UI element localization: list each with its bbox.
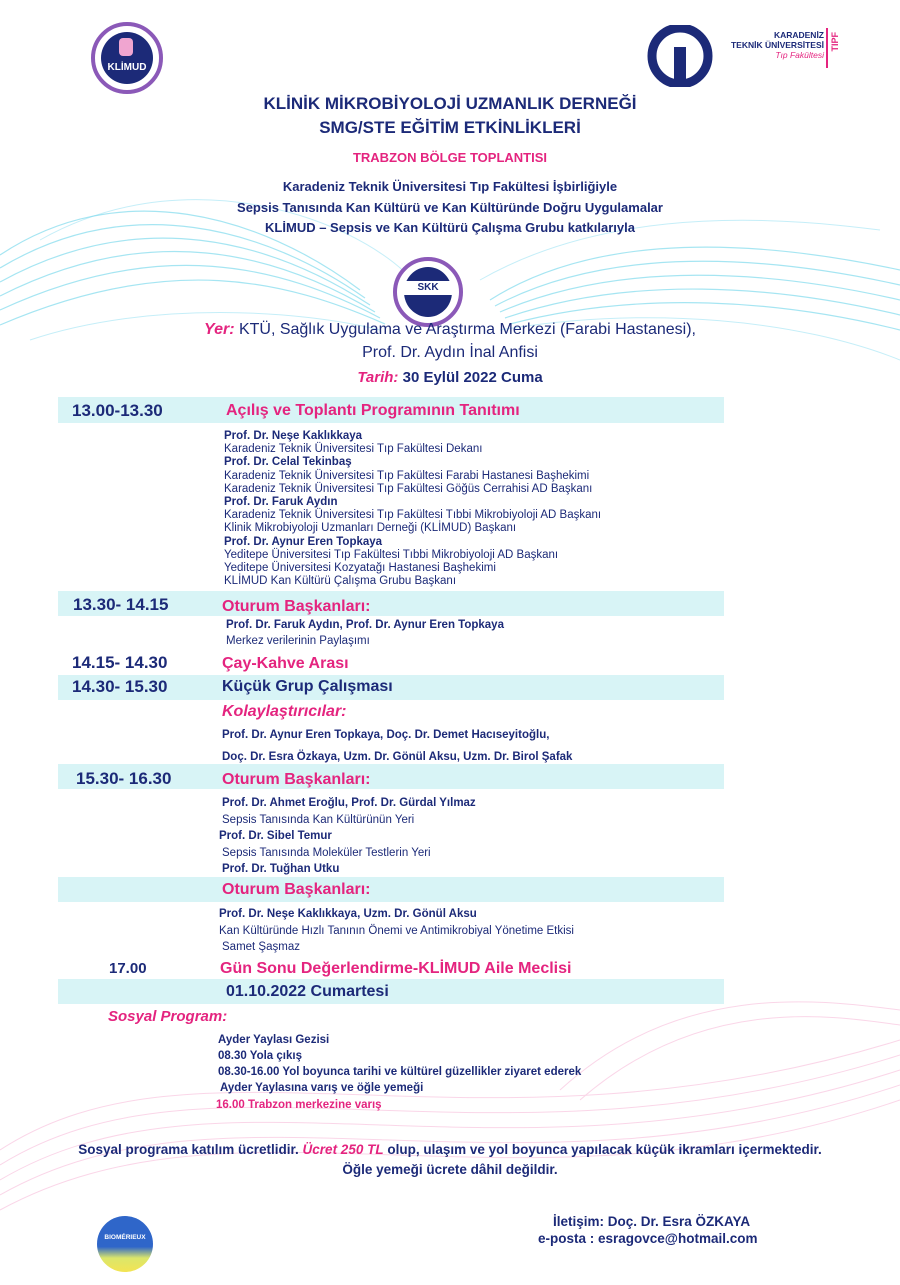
- session7-title: Gün Sonu Değerlendirme-KLİMUD Aile Meclisi: [220, 960, 572, 977]
- fee-line2: Öğle yemeği ücrete dâhil değildir.: [342, 1162, 558, 1177]
- session2-time: 13.30- 14.15: [73, 595, 169, 614]
- ktu-line2: TEKNİK ÜNİVERSİTESİ: [730, 40, 824, 50]
- microscope-icon: [119, 38, 133, 56]
- ktu-name: [724, 30, 824, 60]
- session3-title: Çay-Kahve Arası: [222, 655, 349, 672]
- speaker-name: Prof. Dr. Aynur Eren Topkaya: [224, 535, 383, 548]
- venue-text1: KTÜ, Sağlık Uygulama ve Araştırma Merkezi (Farabi Hastanesi),: [234, 321, 696, 338]
- fee-text-a: Sosyal programa katılım ücretlidir.: [78, 1142, 303, 1157]
- ktu-divider: [826, 28, 828, 68]
- fee-text-c: olup, ulaşım ve yol boyunca yapılacak küçük ikramları içermektedir.: [383, 1142, 822, 1157]
- fee-line1: [0, 1142, 900, 1157]
- date-label: Tarih:: [357, 369, 399, 386]
- biomerieux-logo-text: BIOMÉRIEUX: [104, 1234, 146, 1241]
- klimud-logo-text: KLİMUD: [107, 62, 147, 73]
- speaker-title: Yeditepe Üniversitesi Kozyatağı Hastanesi Başhekimi: [224, 562, 496, 574]
- session1-time: 13.00-13.30: [72, 401, 163, 420]
- session4-facilitators-label: Kolaylaştırıcılar:: [222, 703, 347, 720]
- title-line2: SMG/STE EĞİTİM ETKİNLİKLERİ: [319, 118, 581, 137]
- session2-topic: Merkez verilerinin Paylaşımı: [226, 635, 370, 647]
- session4-line2: Doç. Dr. Esra Özkaya, Uzm. Dr. Gönül Aksu, Uzm. Dr. Birol Şafak: [222, 751, 573, 763]
- session5-chairs: Prof. Dr. Ahmet Eroğlu, Prof. Dr. Gürdal Yılmaz: [222, 797, 476, 809]
- speaker-title: Karadeniz Teknik Üniversitesi Tıp Fakültesi Farabi Hastanesi Başhekimi: [224, 469, 590, 482]
- ktu-line3: Tıp Fakültesi: [775, 50, 824, 60]
- speaker-title: KLİMUD Kan Kültürü Çalışma Grubu Başkanı: [224, 575, 457, 588]
- social-line3: 08.30-16.00 Yol boyunca tarihi ve kültürel güzellikler ziyaret ederek: [218, 1066, 582, 1078]
- header-line2: Sepsis Tanısında Kan Kültürü ve Kan Kültüründe Doğru Uygulamalar: [237, 200, 663, 215]
- session6-chairs: Prof. Dr. Neşe Kaklıkkaya, Uzm. Dr. Gönül Aksu: [219, 908, 477, 920]
- email-label: e-posta :: [538, 1231, 599, 1246]
- session5-topic2: Sepsis Tanısında Moleküler Testlerin Yeri: [222, 847, 431, 859]
- session1-title: Açılış ve Toplantı Programının Tanıtımı: [226, 402, 520, 419]
- speaker-title: Klinik Mikrobiyoloji Uzmanları Derneği (KLİMUD) Başkanı: [224, 522, 517, 535]
- contact-line: [553, 1214, 750, 1229]
- contact-label: İletişim:: [553, 1214, 605, 1229]
- session4-title: Küçük Grup Çalışması: [222, 678, 393, 695]
- speaker-title: Karadeniz Teknik Üniversitesi Tıp Fakültesi Tıbbi Mikrobiyoloji AD Başkanı: [224, 509, 602, 522]
- speaker-title: Karadeniz Teknik Üniversitesi Tıp Fakültesi Dekanı: [224, 443, 483, 456]
- skk-logo-text: SKK: [401, 281, 455, 295]
- session-band: [58, 877, 724, 902]
- session4-time: 14.30- 15.30: [72, 677, 168, 696]
- ktu-line1: KARADENİZ: [773, 30, 824, 40]
- session2-title: Oturum Başkanları:: [222, 598, 371, 615]
- email-line: [538, 1231, 757, 1246]
- social-line4: Ayder Yaylasına varış ve öğle yemeği: [220, 1082, 424, 1094]
- speaker-name: Prof. Dr. Faruk Aydın: [224, 496, 338, 508]
- session6-speaker: Samet Şaşmaz: [222, 941, 300, 953]
- session4-line1: Prof. Dr. Aynur Eren Topkaya, Doç. Dr. Demet Hacıseyitoğlu,: [222, 729, 550, 741]
- fee-amount: Ücret 250 TL: [302, 1142, 384, 1157]
- session5-time: 15.30- 16.30: [76, 769, 172, 788]
- venue-line2: Prof. Dr. Aydın İnal Anfisi: [362, 344, 538, 361]
- date-line: [0, 369, 900, 386]
- date-value: 30 Eylül 2022 Cuma: [398, 369, 543, 386]
- speaker-title: Karadeniz Teknik Üniversitesi Tıp Fakültesi Göğüs Cerrahisi AD Başkanı: [224, 482, 593, 495]
- session7-time: 17.00: [109, 960, 147, 977]
- header-line1: Karadeniz Teknik Üniversitesi Tıp Fakültesi İşbirliğiyle: [282, 179, 618, 194]
- session5-speaker1: Prof. Dr. Sibel Temur: [219, 830, 332, 842]
- social-line2: 08.30 Yola çıkış: [218, 1050, 302, 1062]
- venue-label: Yer:: [203, 321, 235, 338]
- day2-title: 01.10.2022 Cumartesi: [226, 983, 389, 1000]
- skk-logo: [393, 257, 463, 327]
- ktu-logo: [640, 25, 720, 87]
- subtitle: TRABZON BÖLGE TOPLANTISI: [352, 150, 548, 165]
- klimud-logo: [91, 22, 163, 94]
- header-line3: KLİMUD – Sepsis ve Kan Kültürü Çalışma Grubu katkılarıyla: [265, 220, 635, 235]
- day2-band: [58, 979, 724, 1004]
- social-line5: 16.00 Trabzon merkezine varış: [216, 1099, 382, 1111]
- session6-title: Oturum Başkanları:: [222, 881, 371, 898]
- speaker-name: Prof. Dr. Celal Tekinbaş: [224, 456, 352, 469]
- session6-topic: Kan Kültüründe Hızlı Tanının Önemi ve Antimikrobiyal Yönetime Etkisi: [219, 925, 574, 937]
- title-line1: KLİNİK MİKROBİYOLOJİ UZMANLIK DERNEĞİ: [263, 94, 637, 113]
- biomerieux-logo: [97, 1216, 153, 1272]
- session5-title: Oturum Başkanları:: [222, 771, 371, 788]
- speaker-name: Prof. Dr. Neşe Kaklıkkaya: [224, 430, 363, 442]
- session5-speaker2: Prof. Dr. Tuğhan Utku: [222, 863, 340, 875]
- social-line1: Ayder Yaylası Gezisi: [218, 1034, 330, 1046]
- ktu-side-text: TIPF: [830, 32, 840, 52]
- speaker-title: Yeditepe Üniversitesi Tıp Fakültesi Tıbbi Mikrobiyoloji AD Başkanı: [224, 548, 559, 561]
- email-link[interactable]: esragovce@hotmail.com: [598, 1231, 758, 1246]
- session2-chairs: Prof. Dr. Faruk Aydın, Prof. Dr. Aynur Eren Topkaya: [226, 619, 504, 631]
- session5-topic1: Sepsis Tanısında Kan Kültürünün Yeri: [222, 814, 415, 826]
- venue-line1: [0, 321, 900, 339]
- session3-time: 14.15- 14.30: [72, 653, 168, 672]
- contact-name: Doç. Dr. Esra ÖZKAYA: [604, 1214, 751, 1229]
- social-label: Sosyal Program:: [108, 1008, 228, 1025]
